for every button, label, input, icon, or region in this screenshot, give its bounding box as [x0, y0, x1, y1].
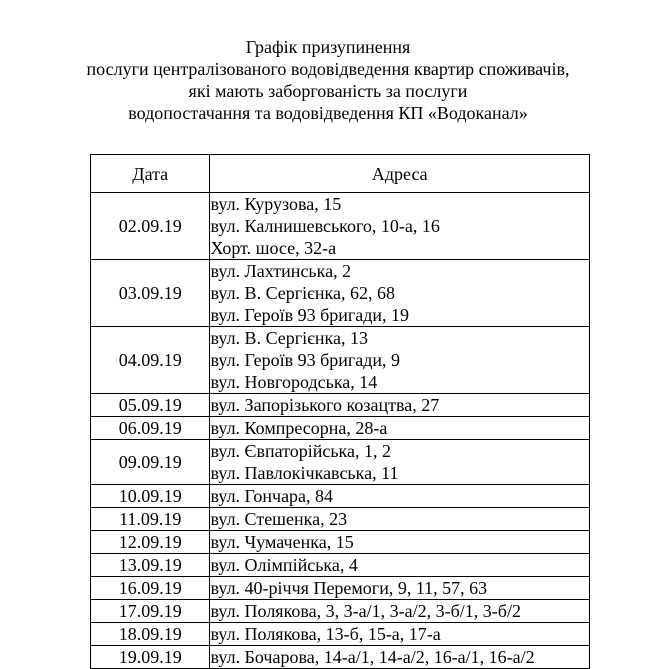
address-line: вул. Компресорна, 28-а — [210, 418, 388, 438]
date-cell: 12.09.19 — [91, 531, 210, 554]
date-cell: 09.09.19 — [91, 440, 210, 485]
address-cell — [210, 327, 590, 394]
address-line: вул. 40-річчя Перемоги, 9, 11, 57, 63 — [210, 578, 488, 598]
table-row — [91, 600, 590, 623]
address-line: вул. Лахтинська, 2 — [210, 261, 352, 281]
address-line: вул. Полякова, 13-б, 15-а, 17-а — [210, 624, 441, 644]
address-line: вул. Бочарова, 14-а/1, 14-а/2, 16-а/1, 16-а/2 — [210, 647, 535, 667]
address-line: вул. Павлокічкавська, 11 — [210, 463, 399, 483]
table-row — [91, 485, 590, 508]
address-line: вул. Євпаторійська, 1, 2 — [210, 441, 392, 461]
title-line-2: послуги централізованого водовідведення квартир споживачів, — [86, 59, 570, 79]
table-row — [91, 260, 590, 327]
table-header-row — [91, 155, 590, 193]
address-line: вул. Чумаченка, 15 — [210, 532, 354, 552]
address-cell — [210, 193, 590, 260]
date-cell: 19.09.19 — [91, 646, 210, 669]
date-cell: 10.09.19 — [91, 485, 210, 508]
address-cell — [210, 440, 590, 485]
table-row — [91, 417, 590, 440]
date-cell: 18.09.19 — [91, 623, 210, 646]
address-cell — [210, 646, 590, 669]
date-cell: 16.09.19 — [91, 577, 210, 600]
address-cell — [210, 531, 590, 554]
table-row — [91, 440, 590, 485]
address-cell — [210, 554, 590, 577]
document-title — [0, 36, 656, 124]
address-line: Хорт. шосе, 32-а — [210, 238, 337, 258]
date-cell: 11.09.19 — [91, 508, 210, 531]
table-row — [91, 646, 590, 669]
address-cell — [210, 394, 590, 417]
title-line-1: Графік призупинення — [245, 37, 411, 57]
date-cell: 02.09.19 — [91, 193, 210, 260]
date-cell: 06.09.19 — [91, 417, 210, 440]
table-row — [91, 554, 590, 577]
schedule-table — [90, 154, 590, 669]
address-cell — [210, 508, 590, 531]
title-line-4: водопостачання та водовідведення КП «Водоканал» — [128, 103, 528, 123]
date-cell: 03.09.19 — [91, 260, 210, 327]
table-row — [91, 508, 590, 531]
date-cell: 04.09.19 — [91, 327, 210, 394]
address-line: вул. Героїв 93 бригади, 19 — [210, 305, 410, 325]
header-address: Адреса — [210, 155, 590, 193]
address-line: вул. Запорізького козацтва, 27 — [210, 395, 440, 415]
address-line: вул. Гончара, 84 — [210, 486, 334, 506]
table-row — [91, 531, 590, 554]
address-line: вул. В. Сергієнка, 13 — [210, 328, 368, 348]
address-line: вул. Олімпійська, 4 — [210, 555, 358, 575]
header-date: Дата — [91, 155, 210, 193]
address-cell — [210, 600, 590, 623]
table-row — [91, 623, 590, 646]
address-cell — [210, 417, 590, 440]
address-line: вул. Полякова, 3, 3-а/1, 3-а/2, 3-б/1, 3-б/2 — [210, 601, 521, 621]
address-line: вул. Курузова, 15 — [210, 194, 342, 214]
date-cell: 13.09.19 — [91, 554, 210, 577]
address-line: вул. Героїв 93 бригади, 9 — [210, 350, 401, 370]
date-cell: 17.09.19 — [91, 600, 210, 623]
table-body — [91, 193, 590, 669]
address-cell — [210, 623, 590, 646]
address-cell — [210, 577, 590, 600]
address-cell — [210, 485, 590, 508]
table-row — [91, 394, 590, 417]
title-line-3: які мають заборгованість за послуги — [188, 81, 468, 101]
address-cell — [210, 260, 590, 327]
date-cell: 05.09.19 — [91, 394, 210, 417]
table-row — [91, 327, 590, 394]
address-line: вул. В. Сергієнка, 62, 68 — [210, 283, 395, 303]
table-row — [91, 577, 590, 600]
address-line: вул. Стешенка, 23 — [210, 509, 348, 529]
address-line: вул. Калнишевського, 10-а, 16 — [210, 216, 440, 236]
address-line: вул. Новгородська, 14 — [210, 372, 378, 392]
table-row — [91, 193, 590, 260]
